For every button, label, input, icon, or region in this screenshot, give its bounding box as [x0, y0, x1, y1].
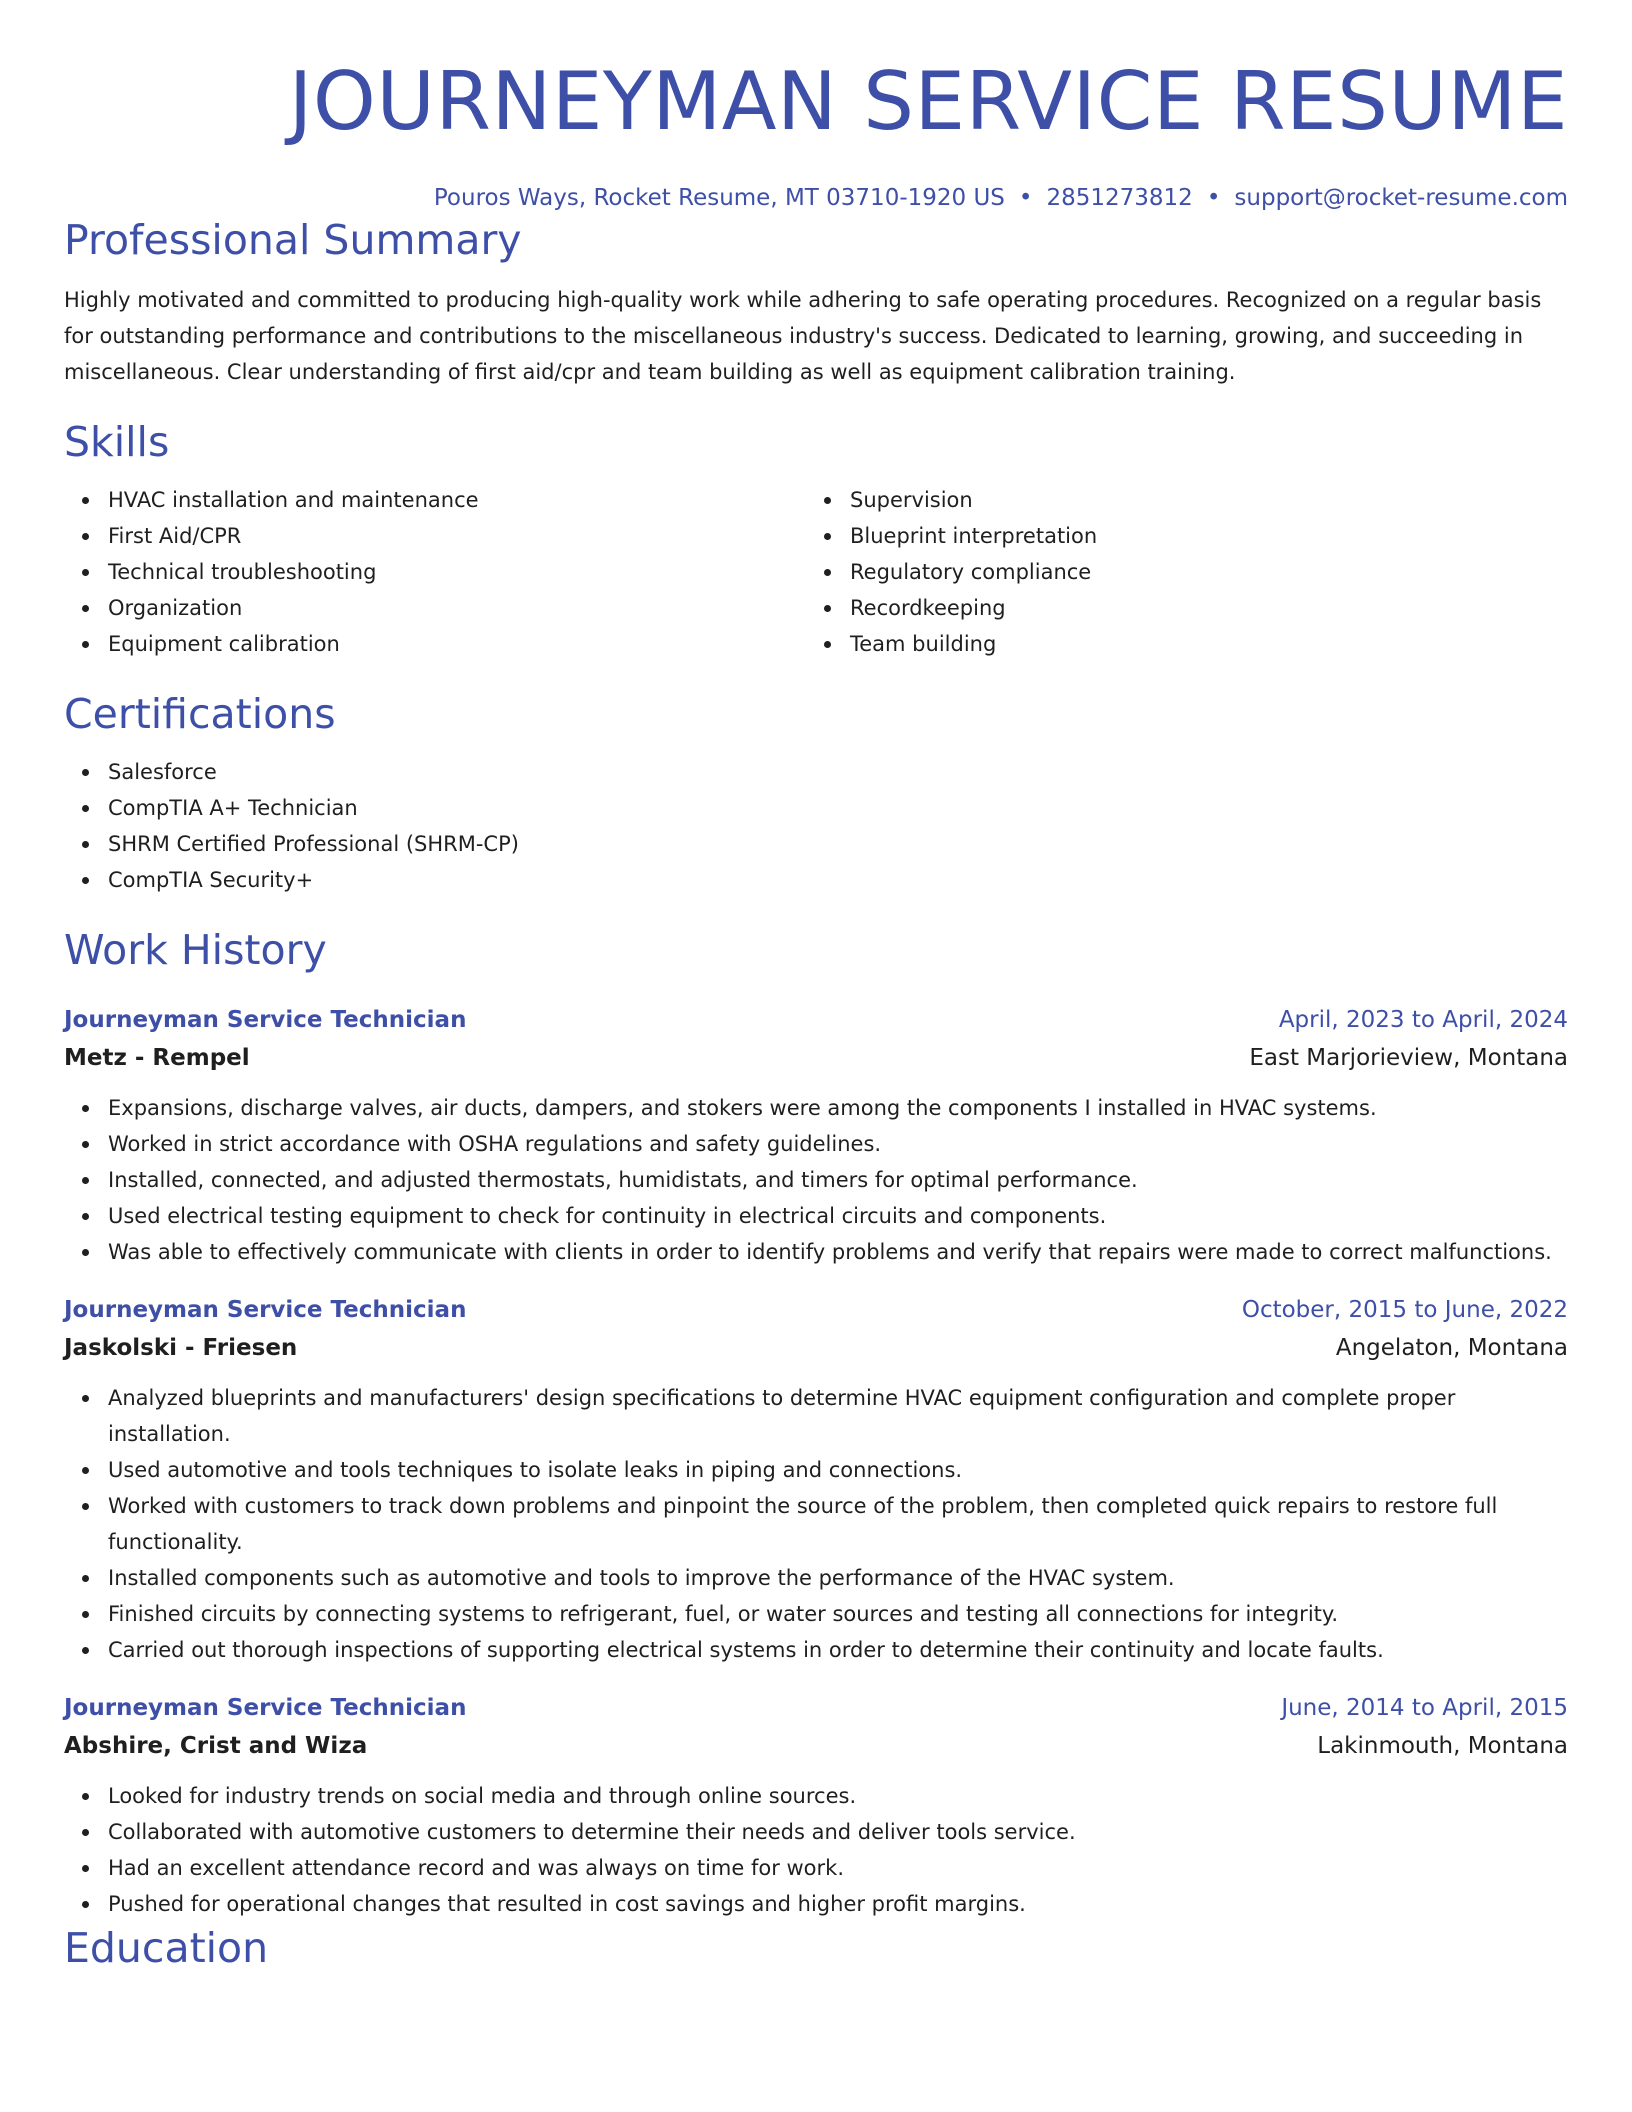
job-entry [64, 1690, 1568, 1922]
job-title-row [64, 1292, 1568, 1328]
job-entry [64, 1002, 1568, 1270]
job-title-row [64, 1690, 1568, 1726]
skills-columns [64, 482, 1568, 662]
job-duty: Expansions, discharge valves, air ducts, dampers, and stokers were among the components I installed in HVAC systems. [108, 1090, 1568, 1126]
contact-separator: • [1206, 185, 1221, 211]
job-title: Journeyman Service Technician [64, 1695, 467, 1721]
certification-item: Salesforce [108, 754, 1568, 790]
skill-item: Supervision [850, 482, 1548, 518]
contact-phone: 2851273812 [1046, 185, 1193, 211]
resume-header [64, 0, 1568, 214]
skill-item: Technical troubleshooting [108, 554, 806, 590]
skill-item: Organization [108, 590, 806, 626]
job-dates: October, 2015 to June, 2022 [1241, 1297, 1568, 1323]
certification-item: SHRM Certified Professional (SHRM-CP) [108, 826, 1568, 862]
skill-item: HVAC installation and maintenance [108, 482, 806, 518]
skills-section [64, 416, 1568, 662]
job-company-row [64, 1726, 1568, 1766]
job-title: Journeyman Service Technician [64, 1297, 467, 1323]
skill-item: Team building [850, 626, 1548, 662]
certifications-section [64, 688, 1568, 898]
education-heading: Education [64, 1924, 269, 1972]
job-company: Jaskolski - Friesen [64, 1335, 298, 1361]
resume-page [64, 0, 1568, 1974]
job-duty: Used automotive and tools techniques to isolate leaks in piping and connections. [108, 1452, 1568, 1488]
job-duty: Looked for industry trends on social media and through online sources. [108, 1778, 1568, 1814]
job-duty: Collaborated with automotive customers to determine their needs and deliver tools service. [108, 1814, 1568, 1850]
skill-item: First Aid/CPR [108, 518, 806, 554]
work-history-heading: Work History [64, 926, 327, 974]
contact-separator: • [1018, 185, 1033, 211]
job-duty: Installed components such as automotive and tools to improve the performance of the HVAC system. [108, 1560, 1568, 1596]
job-title: Journeyman Service Technician [64, 1007, 467, 1033]
job-company: Abshire, Crist and Wiza [64, 1733, 368, 1759]
contact-address: Pouros Ways, Rocket Resume, MT 03710-1920 US [433, 185, 1005, 211]
contact-email: support@rocket-resume.com [1234, 185, 1568, 211]
job-title-row [64, 1002, 1568, 1038]
job-duty: Used electrical testing equipment to check for continuity in electrical circuits and components. [108, 1198, 1568, 1234]
job-company: Metz - Rempel [64, 1045, 250, 1071]
job-duty: Installed, connected, and adjusted thermostats, humidistats, and timers for optimal performance. [108, 1162, 1568, 1198]
job-location: Angelaton, Montana [1335, 1335, 1568, 1361]
certification-item: CompTIA Security+ [108, 862, 1568, 898]
job-duty: Finished circuits by connecting systems to refrigerant, fuel, or water sources and testing all connections for integrity. [108, 1596, 1568, 1632]
job-duties-list [64, 1090, 1568, 1270]
job-duties-list [64, 1778, 1568, 1922]
job-duty: Worked in strict accordance with OSHA regulations and safety guidelines. [108, 1126, 1568, 1162]
job-dates: June, 2014 to April, 2015 [1281, 1695, 1568, 1721]
job-location: Lakinmouth, Montana [1317, 1733, 1568, 1759]
skills-list-right [806, 482, 1548, 662]
job-entry [64, 1292, 1568, 1668]
job-company-row [64, 1328, 1568, 1368]
certifications-heading: Certifications [64, 690, 336, 738]
job-location: East Marjorieview, Montana [1249, 1045, 1568, 1071]
summary-heading: Professional Summary [64, 216, 522, 264]
job-duty: Had an excellent attendance record and was always on time for work. [108, 1850, 1568, 1886]
skill-item: Equipment calibration [108, 626, 806, 662]
resume-title: JOURNEYMAN SERVICE RESUME [288, 55, 1568, 148]
job-duties-list [64, 1380, 1568, 1668]
skill-item: Regulatory compliance [850, 554, 1548, 590]
job-duty: Was able to effectively communicate with clients in order to identify problems and verify that repairs were made to correct malfunctions. [108, 1234, 1568, 1270]
skills-list-left [64, 482, 806, 662]
job-dates: April, 2023 to April, 2024 [1278, 1007, 1568, 1033]
job-duty: Analyzed blueprints and manufacturers' design specifications to determine HVAC equipment configuration and complete proper installation. [108, 1380, 1568, 1452]
certification-item: CompTIA A+ Technician [108, 790, 1568, 826]
job-duty: Worked with customers to track down problems and pinpoint the source of the problem, then completed quick repairs to restore full functionality. [108, 1488, 1568, 1560]
certifications-list [64, 754, 1568, 898]
job-company-row [64, 1038, 1568, 1078]
work-history-section [64, 924, 1568, 1922]
contact-line [64, 182, 1568, 214]
skill-item: Blueprint interpretation [850, 518, 1548, 554]
job-duty: Pushed for operational changes that resulted in cost savings and higher profit margins. [108, 1886, 1568, 1922]
summary-text: Highly motivated and committed to producing high-quality work while adhering to safe operating procedures. Recognized on a regular basis for outstanding performance and contributions to the miscellaneous industry's success. Dedicated to learning, growing, and succeeding in miscellaneous. Clear understanding of first aid/cpr and team building as well as equipment calibration training. [64, 288, 1542, 384]
job-duty: Carried out thorough inspections of supporting electrical systems in order to determine their continuity and locate faults. [108, 1632, 1568, 1668]
skill-item: Recordkeeping [850, 590, 1548, 626]
skills-heading: Skills [64, 418, 170, 466]
